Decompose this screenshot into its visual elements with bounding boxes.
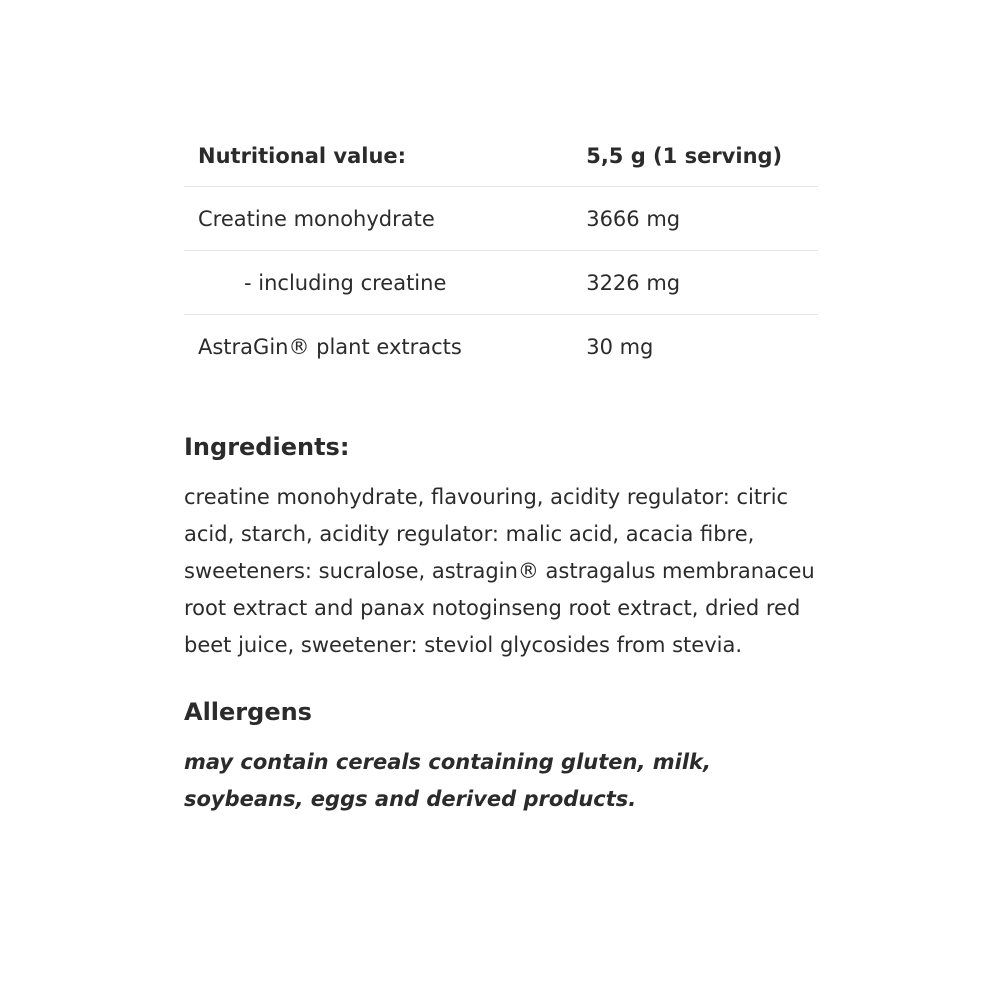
- allergens-heading: Allergens: [184, 698, 312, 726]
- ingredients-heading: Ingredients:: [184, 433, 350, 461]
- table-header-row: [184, 126, 818, 187]
- allergens-text: may contain cereals containing gluten, milk, soybeans, eggs and derived products.: [184, 750, 711, 811]
- table-row: [184, 251, 818, 315]
- table-row: [184, 187, 818, 251]
- nutrient-name: - including creatine: [184, 251, 586, 315]
- product-info: [184, 126, 818, 818]
- nutrition-header-label: Nutritional value:: [198, 144, 407, 168]
- ingredients-text: creatine monohydrate, flavouring, acidity regulator: citric acid, starch, acidity regulator: malic acid, acacia fibre, sweeteners: sucralose, astragin® astragalus membranaceu root extract and panax notoginseng root extract, dried red beet juice, sweetener: steviol glycosides from stevia.: [184, 485, 815, 657]
- nutrient-value: 3666 mg: [586, 187, 818, 251]
- nutrient-name: AstraGin® plant extracts: [184, 315, 586, 379]
- nutrient-value: 30 mg: [586, 315, 818, 379]
- nutrient-value: 3226 mg: [586, 251, 818, 315]
- nutrition-table: [184, 126, 818, 378]
- table-row: [184, 315, 818, 379]
- nutrient-name: Creatine monohydrate: [184, 187, 586, 251]
- nutrition-header-value: 5,5 g (1 serving): [586, 144, 783, 168]
